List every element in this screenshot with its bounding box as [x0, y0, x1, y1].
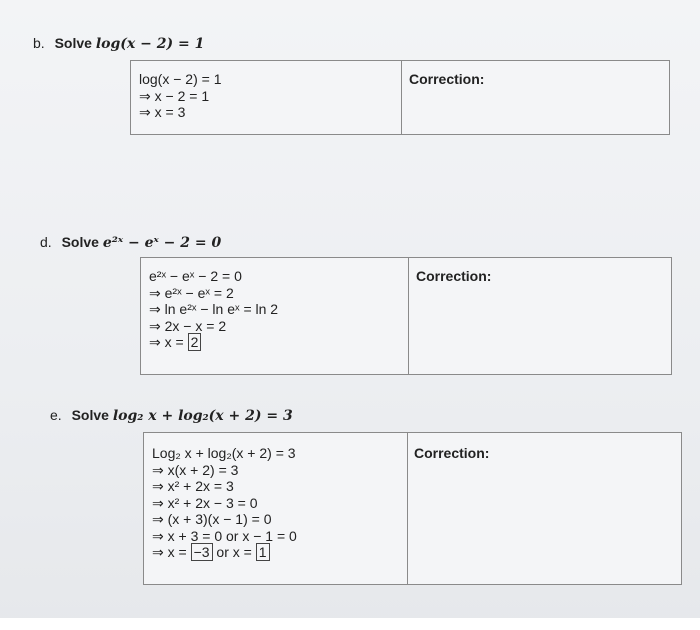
problem-d-solve: Solve: [61, 234, 99, 250]
problem-e-heading: [50, 407, 293, 424]
answer-box-d-divider: [408, 258, 409, 374]
problem-e-solve: Solve: [71, 407, 109, 423]
answer-box-d: [140, 257, 672, 375]
boxed-answer-e-2: 1: [256, 543, 270, 561]
problem-b-solve: Solve: [54, 35, 92, 51]
correction-label-d: Correction:: [416, 268, 492, 284]
work-d-final-prefix: ⇒ x =: [149, 334, 188, 350]
work-b-line: ⇒ x − 2 = 1: [139, 87, 210, 104]
problem-b-label: b.: [33, 35, 45, 51]
problem-d-heading: [40, 234, 221, 251]
answer-box-e-divider: [407, 433, 408, 584]
work-e-line: ⇒ x² + 2x = 3: [152, 478, 234, 494]
work-e-line: ⇒ x(x + 2) = 3: [152, 461, 239, 478]
work-e-final-middle: or x =: [212, 544, 256, 560]
work-b-line: ⇒ x = 3: [139, 104, 186, 120]
page-bottom-edge: [0, 618, 700, 630]
correction-label-b: Correction:: [409, 71, 485, 87]
boxed-answer-e-1: −3: [191, 543, 213, 561]
correction-label-e: Correction:: [414, 445, 490, 461]
boxed-answer-d: 2: [188, 333, 202, 351]
problem-b-heading: [33, 35, 204, 52]
work-d-final-line: [149, 334, 278, 351]
work-b-line: log(x − 2) = 1: [139, 71, 222, 87]
problem-b-equation: log(x − 2) = 1: [95, 36, 205, 52]
problem-d-label: d.: [40, 234, 52, 250]
work-b: [139, 71, 222, 121]
work-d-line: ⇒ 2x − x = 2: [149, 317, 227, 334]
work-d: [149, 268, 278, 351]
work-e-line: ⇒ x² + 2x − 3 = 0: [152, 494, 258, 511]
work-e-line: ⇒ x + 3 = 0 or x − 1 = 0: [152, 527, 297, 544]
work-d-line: ⇒ ln e²ˣ − ln eˣ = ln 2: [149, 301, 279, 317]
work-d-line: ⇒ e²ˣ − eˣ = 2: [149, 284, 234, 301]
problem-e-equation: log₂ x + log₂(x + 2) = 3: [112, 408, 293, 424]
work-e-line: ⇒ (x + 3)(x − 1) = 0: [152, 511, 272, 527]
answer-box-b: [130, 60, 670, 135]
work-e-final-line: [152, 544, 297, 561]
work-d-line: e²ˣ − eˣ − 2 = 0: [149, 268, 242, 284]
problem-e-label: e.: [50, 407, 62, 423]
problem-d-equation: e²ˣ − eˣ − 2 = 0: [102, 235, 222, 251]
answer-box-b-divider: [401, 61, 402, 134]
answer-box-e: [143, 432, 682, 585]
work-e: [152, 445, 297, 561]
work-e-line: Log₂ x + log₂(x + 2) = 3: [152, 445, 296, 461]
work-e-final-prefix: ⇒ x =: [152, 544, 191, 560]
